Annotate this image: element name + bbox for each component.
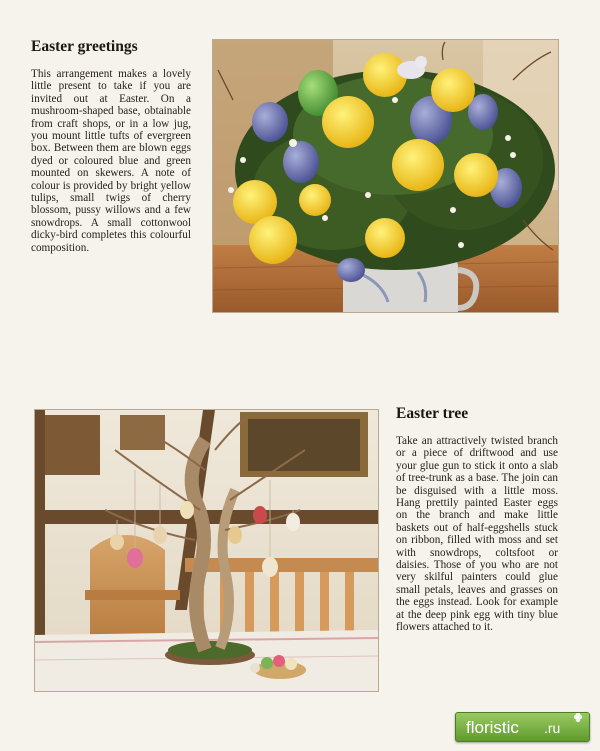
flower-icon xyxy=(574,713,582,722)
easter-tree-photo xyxy=(34,409,379,692)
flower-arrangement-photo xyxy=(212,39,559,313)
section-body-easter-tree: Take an attractively twisted branch or a piece of driftwood and use your glue gun to stick it onto a slab of tree-trunk as a base. The join can be disguised with a little moss. Hang prettily painted Easter eggs on the branch and make little baskets out of half-eggshells stuck on ribbon, filled with moss and set with snowdrops, coltsfoot or daisies. Those of you who are not very skilful painters could glue small petals, leaves and grasses on the eggs instead. Look for example at the deep pink egg with tiny blue flowers attached to it. xyxy=(396,435,558,634)
floristic-logo xyxy=(456,713,589,741)
section-heading-easter-greetings: Easter greetings xyxy=(31,38,138,55)
watermark-suffix: .ru xyxy=(544,720,561,736)
section-heading-easter-tree: Easter tree xyxy=(396,405,469,422)
site-watermark xyxy=(455,712,590,742)
watermark-text: floristic xyxy=(466,718,519,737)
section-body-easter-greetings: This arrangement makes a lovely little present to take if you are invited out at Easter. On a mushroom-shaped base, obtainable from craft shops, or in a low jug, you mount little tufts of evergreen box. Between them are blown eggs dyed or coloured blue and green mounted on skewers. A note of colour is provided by bright yellow tulips, small twigs of cherry blossom, pussy willows and a few snowdrops. A small cottonwool dicky-bird completes this colourful composition. xyxy=(31,68,191,254)
